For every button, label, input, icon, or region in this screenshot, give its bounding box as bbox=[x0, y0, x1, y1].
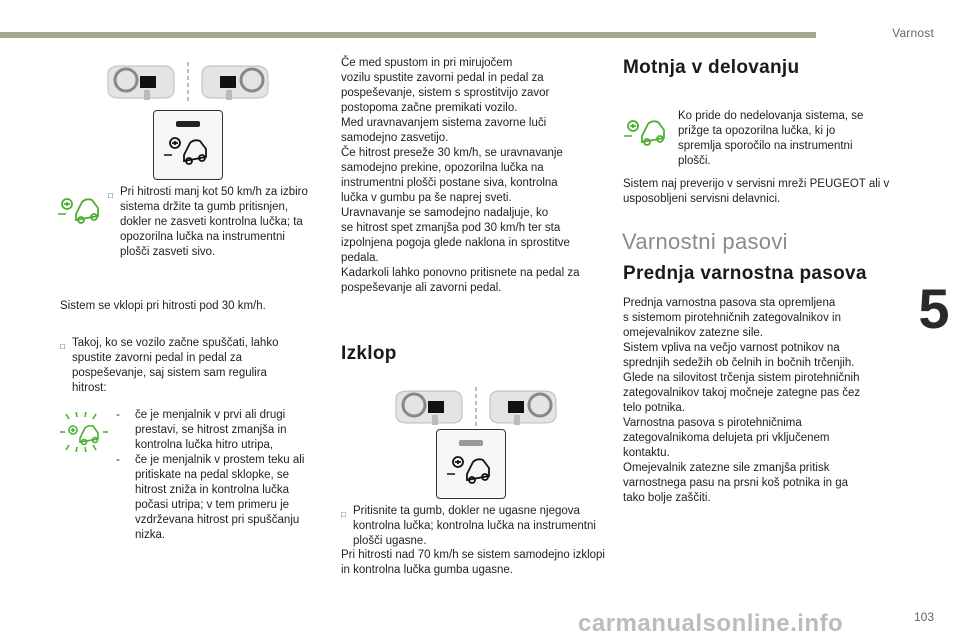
dash-symbol: - bbox=[116, 409, 120, 421]
prednja-paragraph bbox=[623, 296, 895, 506]
chapter-tab: 5 bbox=[918, 277, 950, 340]
text-line: Med uravnavanjem sistema zavorne luči bbox=[341, 117, 547, 129]
text-line: pospeševanje ali zavorni pedal. bbox=[341, 282, 502, 294]
text-line: Če med spustom in pri mirujočem bbox=[341, 57, 513, 69]
green-hill-descent-icon bbox=[56, 194, 104, 224]
col2-paragraph bbox=[341, 56, 611, 296]
hadc-button-off bbox=[436, 429, 506, 499]
text-line: Omejevalnik zatezne sile zmanjša pritisk bbox=[623, 462, 830, 474]
text-line: sprednjih sedežih ob čelnih in bočnih trčenjih. bbox=[623, 357, 855, 369]
text-line: kontaktu. bbox=[623, 447, 670, 459]
page-number: 103 bbox=[913, 610, 934, 624]
text-line: pedala. bbox=[341, 252, 379, 264]
green-malfunction-icon bbox=[622, 116, 670, 146]
heading-izklop: Izklop bbox=[341, 343, 397, 364]
para-activation: Sistem se vklopi pri hitrosti pod 30 km/h. bbox=[60, 300, 266, 312]
bullet-3 bbox=[341, 504, 611, 549]
text-line: tako bolje zaščiti. bbox=[623, 492, 711, 504]
text-line: instrumentni plošči postane siva, kontrolna bbox=[341, 177, 558, 189]
text-line: samodejno prekine, opozorilna lučka na bbox=[341, 162, 544, 174]
text-line: varnostnega pasu na prsni koš potnika in ga bbox=[623, 477, 849, 489]
hill-descent-icon bbox=[154, 111, 222, 179]
bullet-2-text: Takoj, ko se vozilo začne spuščati, lahko spustite zavorni pedal in pedal za pospeševanje, saj sistem sam regulira hitrost: bbox=[72, 337, 279, 394]
dash-item-text: če je menjalnik v prostem teku ali pritiskate na pedal sklopke, se hitrost zniža in kontrolna lučka počasi utripa; v tem primeru je vzdrževana hitrost pri spuščanju nizka. bbox=[135, 454, 305, 541]
dash-item-text: če je menjalnik v prvi ali drugi prestavi, se hitrost zmanjša in kontrolna lučka hitro utripa, bbox=[135, 409, 287, 451]
text-line: zategovalnikov takoj močneje zategne pas čez bbox=[623, 387, 861, 399]
heading-prednja: Prednja varnostna pasova bbox=[623, 263, 867, 284]
text-line: Kadarkoli lahko ponovno pritisnete na pedal za bbox=[341, 267, 580, 279]
section-title: Varnost bbox=[892, 26, 934, 40]
dashboard-illustration-1 bbox=[104, 60, 272, 104]
header-bar bbox=[0, 32, 816, 38]
text-line: vozilu spustite zavorni pedal in pedal za bbox=[341, 72, 544, 84]
text-line: Glede na silovitost trčenja sistem pirotehničnih bbox=[623, 372, 860, 384]
bullet-symbol: □ bbox=[60, 342, 65, 351]
text-line: Uravnavanje se samodejno nadaljuje, ko bbox=[341, 207, 549, 219]
heading-varnostni-pasovi: Varnostni pasovi bbox=[622, 229, 788, 254]
hill-descent-icon bbox=[437, 430, 505, 498]
bullet-1 bbox=[108, 185, 313, 260]
text-line: zategovalnikoma delujeta pri vključenem bbox=[623, 432, 830, 444]
dash-item bbox=[116, 408, 326, 453]
bullet-2 bbox=[60, 336, 300, 396]
hadc-button bbox=[153, 110, 223, 180]
dash-list bbox=[116, 408, 326, 543]
bullet-symbol: □ bbox=[108, 191, 113, 200]
green-flashing-hill-descent-icon bbox=[58, 410, 110, 454]
text-line: lučka v gumbu pa še naprej sveti. bbox=[341, 192, 512, 204]
para-auto-off: Pri hitrosti nad 70 km/h se sistem samodejno izklopi in kontrolna lučka gumba ugasne. bbox=[341, 549, 605, 576]
dash-item bbox=[116, 453, 326, 543]
text-line: se hitrost spet zmanjša pod 30 km/h ter sta bbox=[341, 222, 561, 234]
text-line: izpolnjena pogoja glede naklona in sprostitve bbox=[341, 237, 570, 249]
text-line: omejevalnikov zatezne sile. bbox=[623, 327, 763, 339]
text-line: Sistem vpliva na večjo varnost potnikov na bbox=[623, 342, 840, 354]
bullet-1-text: Pri hitrosti manj kot 50 km/h za izbiro sistema držite ta gumb pritisnjen, dokler ne zasveti kontrolna lučka; ta opozorilna lučka na instrumentni plošči zasveti sivo. bbox=[120, 186, 308, 258]
text-line: pospeševanje, sistem s sprostitvijo zavor bbox=[341, 87, 550, 99]
text-line: samodejno zasvetijo. bbox=[341, 132, 449, 144]
text-line: Varnostna pasova s pirotehničnima bbox=[623, 417, 802, 429]
bullet-3-text: Pritisnite ta gumb, dokler ne ugasne njegova kontrolna lučka; kontrolna lučka na instrumentni plošči ugasne. bbox=[353, 505, 596, 547]
dash-symbol: - bbox=[116, 454, 120, 466]
text-line: Prednja varnostna pasova sta opremljena bbox=[623, 297, 836, 309]
dashboard-illustration-2 bbox=[392, 385, 560, 429]
text-line: Če hitrost preseže 30 km/h, se uravnavanje bbox=[341, 147, 563, 159]
text-line: telo potnika. bbox=[623, 402, 686, 414]
bullet-symbol: □ bbox=[341, 510, 346, 519]
heading-motnja: Motnja v delovanju bbox=[623, 57, 800, 78]
text-line: postopoma začne premikati vozilo. bbox=[341, 102, 518, 114]
watermark: carmanualsonline.info bbox=[578, 610, 844, 637]
motnja-para: Sistem naj preverijo v servisni mreži PEUGEOT ali v usposobljeni servisni delavnici. bbox=[623, 178, 890, 205]
motnja-text: Ko pride do nedelovanja sistema, se prižge ta opozorilna lučka, ki jo spremlja sporočilo na instrumentni plošči. bbox=[678, 110, 864, 167]
text-line: s sistemom pirotehničnih zategovalnikov in bbox=[623, 312, 841, 324]
